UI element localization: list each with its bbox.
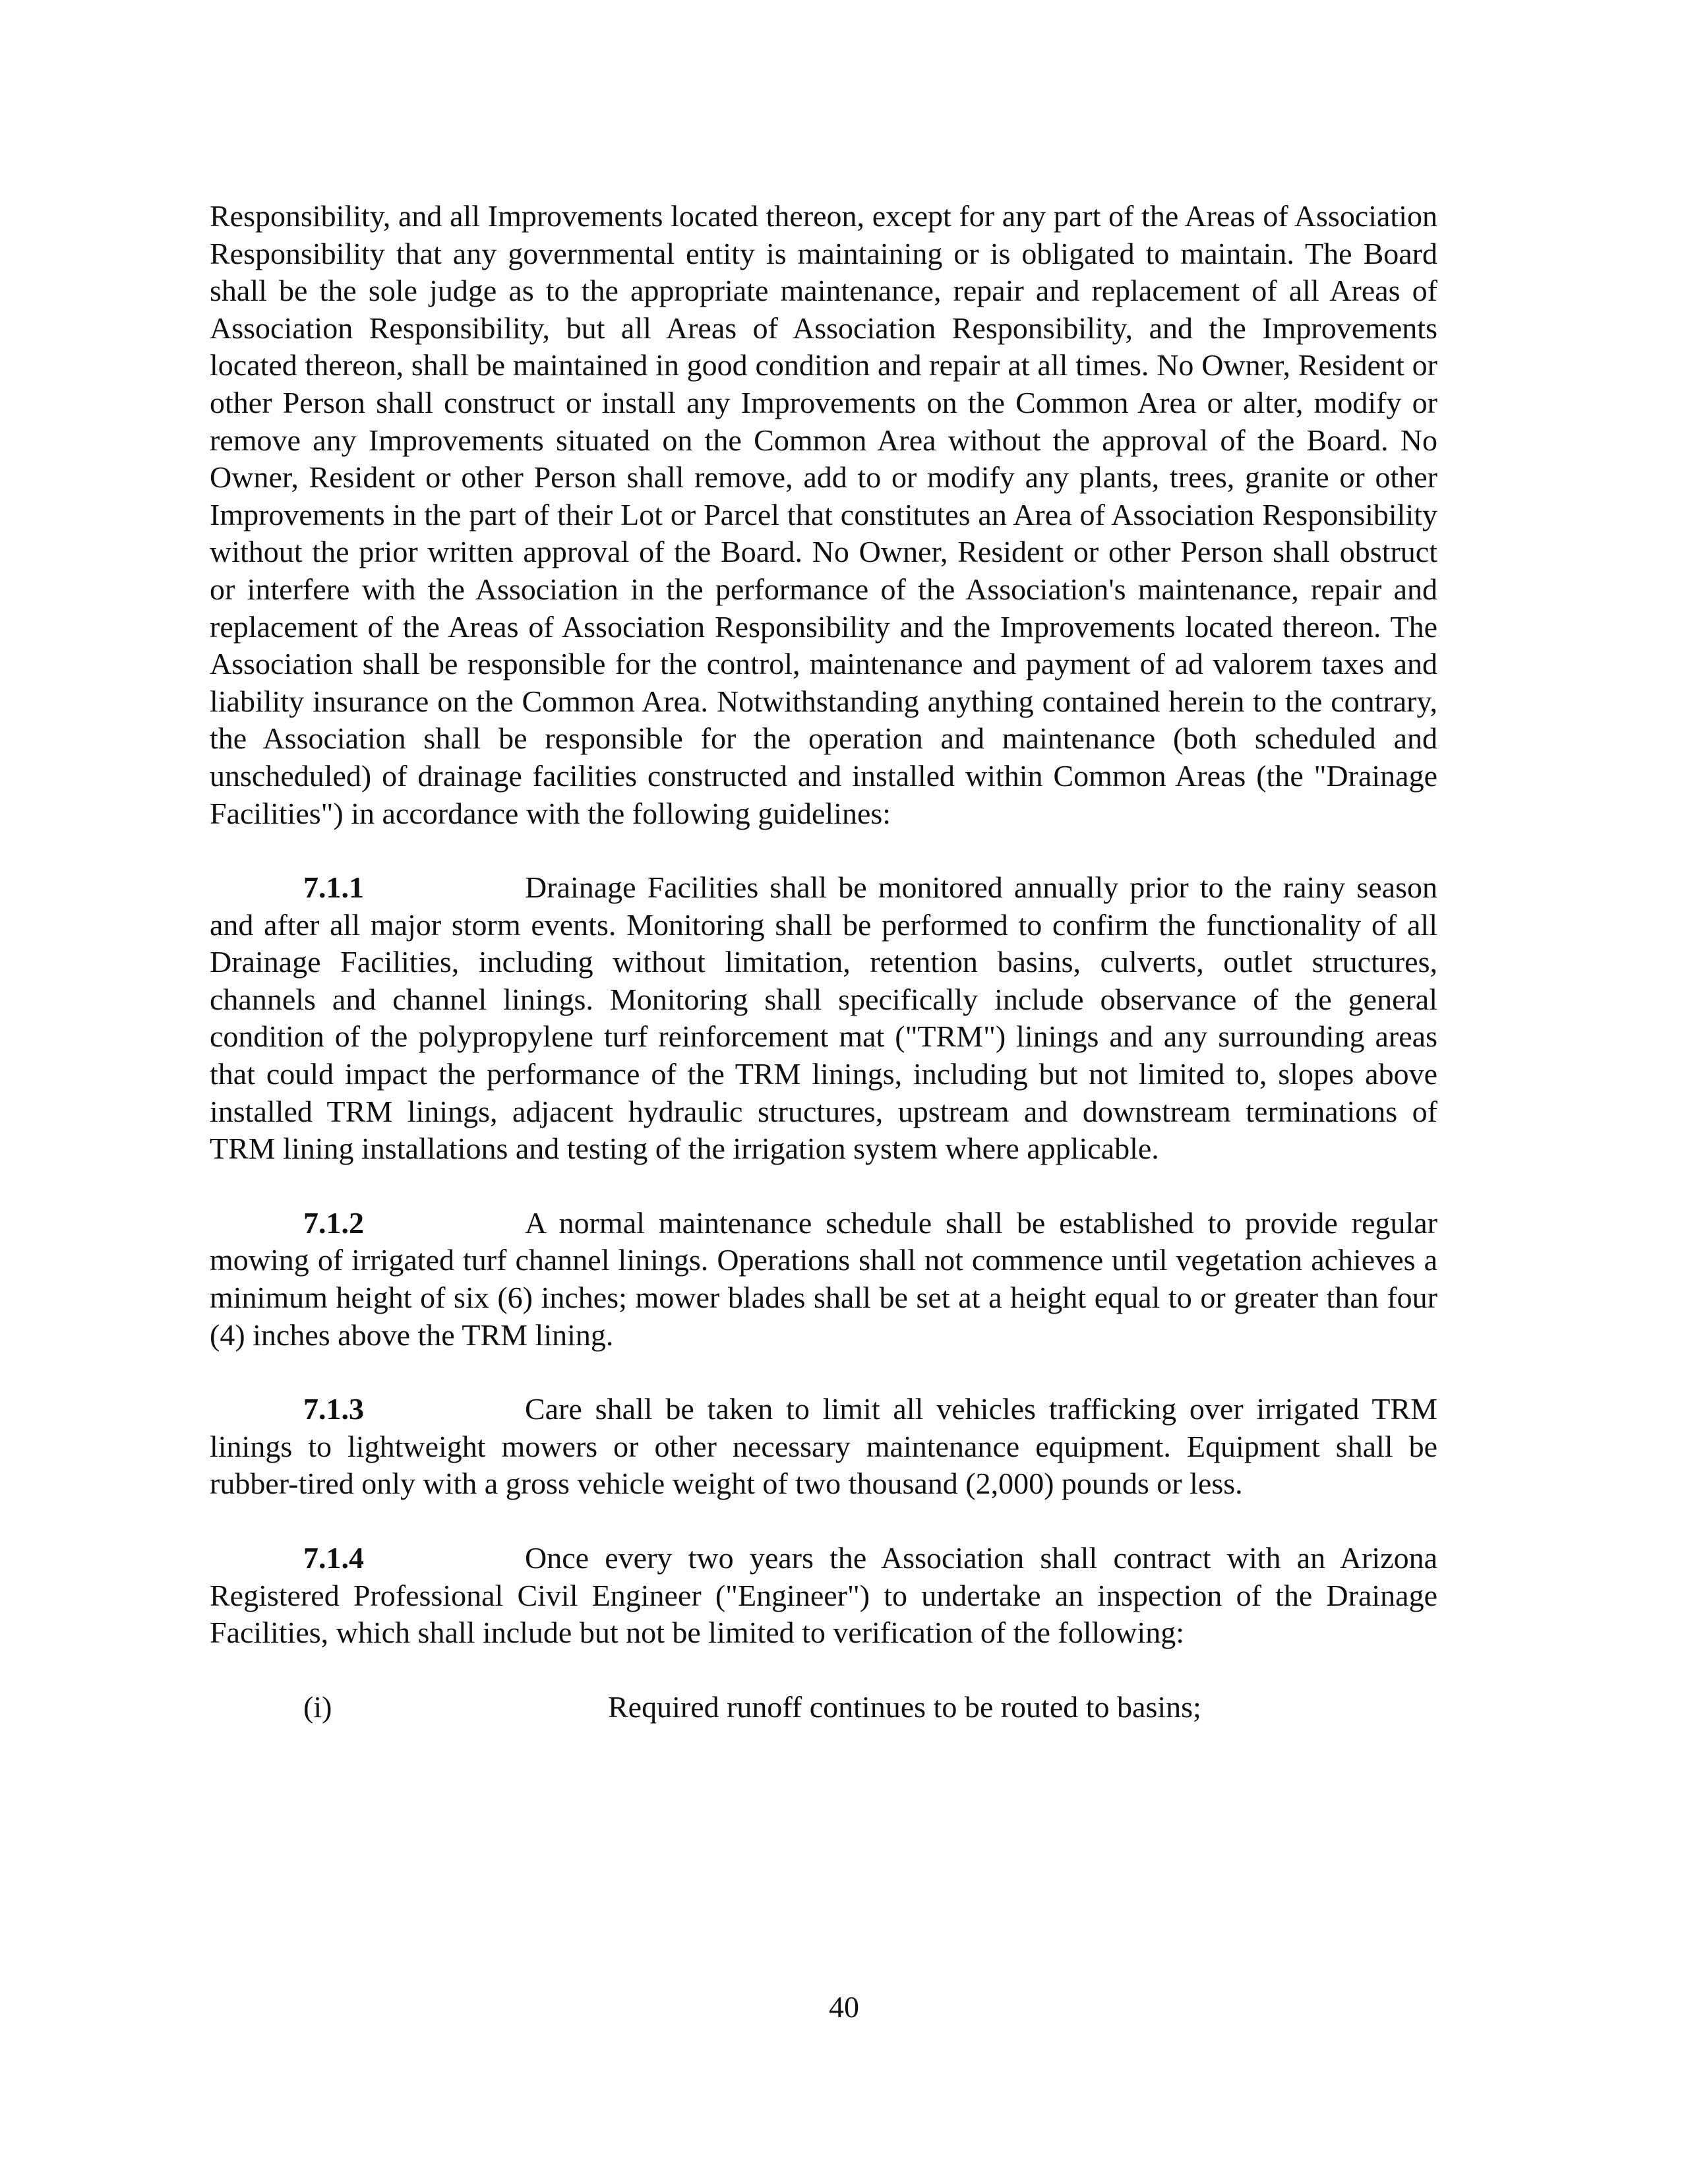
document-page — [210, 198, 1437, 1726]
section-number: 7.1.4 — [303, 1541, 364, 1575]
list-item — [210, 1689, 1437, 1726]
section-text: Once every two years the Association shall contract with an Arizona Registered Professional Civil Engineer ("Engineer") to undertake an inspection of the Drainage Facilities, which shall include but not be limited to verification of the following: — [210, 1541, 1437, 1650]
list-item-text: Required runoff continues to be routed to basins; — [608, 1689, 1201, 1724]
section-7-1-1 — [210, 869, 1437, 1168]
section-number: 7.1.1 — [303, 870, 364, 905]
section-text: A normal maintenance schedule shall be established to provide regular mowing of irrigated turf channel linings. Operations shall not commence until vegetation achieves a minimum height of six (6) inches; mower blades shall be set at a height equal to or greater than four (4) inches above the TRM lining. — [210, 1205, 1437, 1352]
section-7-1-2 — [210, 1205, 1437, 1354]
section-text: Care shall be taken to limit all vehicles trafficking over irrigated TRM linings to lightweight mowers or other necessary maintenance equipment. Equipment shall be rubber-tired only with a gross vehicle weight of two thousand (2,000) pounds or less. — [210, 1392, 1437, 1501]
section-7-1-4 — [210, 1540, 1437, 1652]
section-7-1-3 — [210, 1391, 1437, 1503]
list-item-number: (i) — [303, 1689, 332, 1724]
intro-paragraph: Responsibility, and all Improvements located thereon, except for any part of the Areas of Association Responsibility that any governmental entity is maintaining or is obligated to maintain. The Board shall be the sole judge as to the appropriate maintenance, repair and replacement of all Areas of Association Responsibility, but all Areas of Association Responsibility, and the Improvements located thereon, shall be maintained in good condition and repair at all times. No Owner, Resident or other Person shall construct or install any Improvements on the Common Area or alter, modify or remove any Improvements situated on the Common Area without the approval of the Board. No Owner, Resident or other Person shall remove, add to or modify any plants, trees, granite or other Improvements in the part of their Lot or Parcel that constitutes an Area of Association Responsibility without the prior written approval of the Board. No Owner, Resident or other Person shall obstruct or interfere with the Association in the performance of the Association's maintenance, repair and replacement of the Areas of Association Responsibility and the Improvements located thereon. The Association shall be responsible for the control, maintenance and payment of ad valorem taxes and liability insurance on the Common Area. Notwithstanding anything contained herein to the contrary, the Association shall be responsible for the operation and maintenance (both scheduled and unscheduled) of drainage facilities constructed and installed within Common Areas (the "Drainage Facilities") in accordance with the following guidelines: — [210, 199, 1437, 830]
page-number: 40 — [829, 1990, 859, 2024]
section-text: Drainage Facilities shall be monitored annually prior to the rainy season and after all major storm events. Monitoring shall be performed to confirm the functionality of all Drainage Facilities, including without limitation, retention basins, culverts, outlet structures, channels and channel linings. Monitoring shall specifically include observance of the general condition of the polypropylene turf reinforcement mat ("TRM") linings and any surrounding areas that could impact the performance of the TRM linings, including but not limited to, slopes above installed TRM linings, adjacent hydraulic structures, upstream and downstream terminations of TRM lining installations and testing of the irrigation system where applicable. — [210, 870, 1437, 1166]
section-number: 7.1.3 — [303, 1392, 364, 1426]
section-number: 7.1.2 — [303, 1205, 364, 1240]
